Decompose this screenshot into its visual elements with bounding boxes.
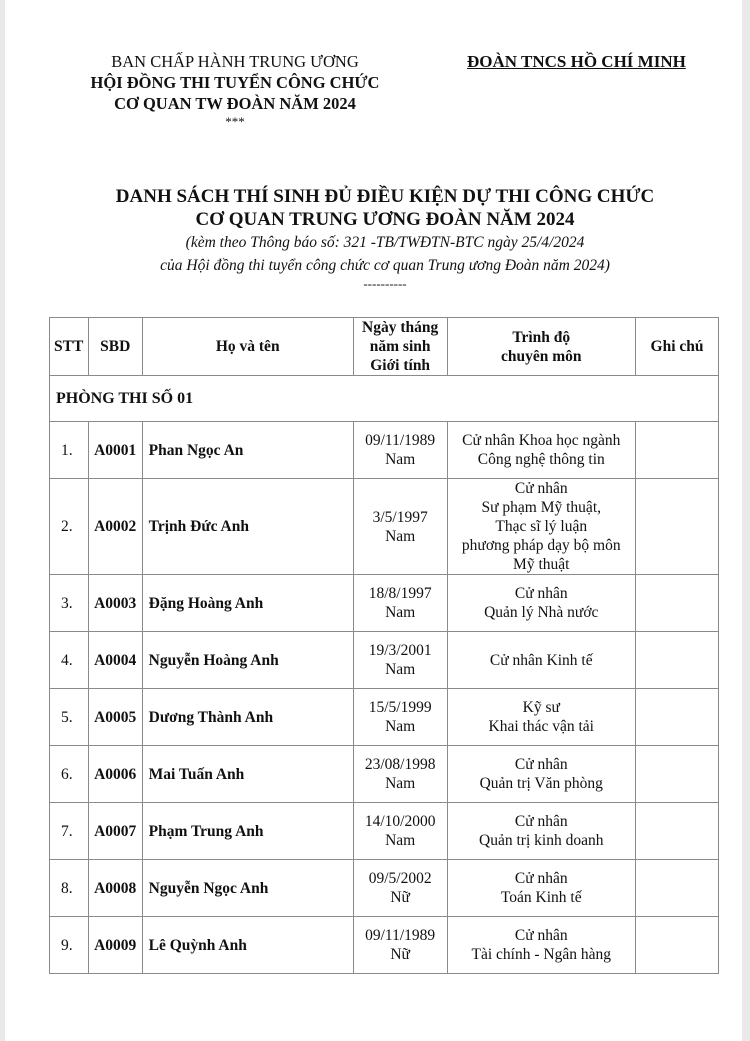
table-row — [50, 575, 719, 632]
row-sbd: A0001 — [88, 422, 142, 479]
table-row — [50, 860, 719, 917]
row-dob: 09/11/1989 — [365, 432, 436, 449]
exam-room-row — [50, 376, 719, 422]
row-degree-line: Cử nhân Khoa học ngành — [462, 432, 621, 449]
row-degree-line: Cử nhân — [514, 870, 568, 887]
row-degree-line: Khai thác vận tải — [488, 718, 594, 735]
row-gender: Nam — [385, 832, 416, 849]
row-name: Trịnh Đức Anh — [142, 479, 353, 575]
row-note — [636, 632, 719, 689]
row-note — [636, 689, 719, 746]
exam-room-label: PHÒNG THI SỐ 01 — [50, 376, 719, 422]
row-dob: 09/5/2002 — [368, 870, 432, 887]
subtitle-line-2: của Hội đồng thi tuyển công chức cơ quan Trung ương Đoàn năm 2024) — [160, 257, 610, 274]
header-dob-gender — [353, 318, 447, 376]
row-degree-line: Thạc sĩ lý luận — [495, 518, 588, 535]
header-stt: STT — [50, 318, 89, 376]
row-name: Phạm Trung Anh — [142, 803, 353, 860]
row-dob: 14/10/2000 — [364, 813, 436, 830]
candidate-table — [49, 317, 719, 974]
row-name: Dương Thành Anh — [142, 689, 353, 746]
row-stt: 5. — [50, 689, 89, 746]
row-name: Nguyễn Hoàng Anh — [142, 632, 353, 689]
separator-stars: *** — [225, 114, 245, 129]
row-dob: 23/08/1998 — [364, 756, 436, 773]
row-name: Mai Tuấn Anh — [142, 746, 353, 803]
header-degree-line: chuyên môn — [500, 347, 582, 365]
table-row — [50, 803, 719, 860]
row-note — [636, 422, 719, 479]
row-degree-line: Quản lý Nhà nước — [484, 604, 599, 621]
header-degree — [447, 318, 636, 376]
header-dob-line: năm sinh — [369, 338, 431, 355]
row-stt: 7. — [50, 803, 89, 860]
row-dob-gender — [353, 917, 447, 974]
issuer-line-2: HỘI ĐỒNG THI TUYỂN CÔNG CHỨC — [90, 73, 380, 92]
row-degree — [447, 860, 636, 917]
row-dob-gender — [353, 860, 447, 917]
row-stt: 4. — [50, 632, 89, 689]
row-degree-line: Cử nhân — [514, 813, 568, 830]
row-dob-gender — [353, 746, 447, 803]
row-degree-line: Quản trị Văn phòng — [479, 775, 603, 792]
row-stt: 2. — [50, 479, 89, 575]
table-header-row — [50, 318, 719, 376]
row-stt: 9. — [50, 917, 89, 974]
row-degree — [447, 479, 636, 575]
row-note — [636, 746, 719, 803]
row-degree — [447, 803, 636, 860]
issuer-line-1: BAN CHẤP HÀNH TRUNG ƯƠNG — [111, 52, 359, 71]
row-degree-line: Sư phạm Mỹ thuật, — [481, 499, 601, 516]
row-sbd: A0007 — [88, 803, 142, 860]
table-row — [50, 746, 719, 803]
row-dob-gender — [353, 575, 447, 632]
row-note — [636, 860, 719, 917]
row-degree — [447, 917, 636, 974]
row-name: Nguyễn Ngọc Anh — [142, 860, 353, 917]
row-dob: 3/5/1997 — [372, 508, 428, 526]
row-gender: Nam — [385, 604, 416, 621]
row-stt: 1. — [50, 422, 89, 479]
row-degree — [447, 746, 636, 803]
row-dob-gender — [353, 803, 447, 860]
header-degree-line: Trình độ — [512, 328, 571, 346]
row-sbd: A0006 — [88, 746, 142, 803]
title-line-2: CƠ QUAN TRUNG ƯƠNG ĐOÀN NĂM 2024 — [195, 209, 575, 230]
row-stt: 6. — [50, 746, 89, 803]
row-gender: Nữ — [390, 946, 410, 963]
issuer-header — [65, 51, 405, 130]
row-degree — [447, 689, 636, 746]
row-degree — [447, 632, 636, 689]
row-degree-line: Tài chính - Ngân hàng — [471, 946, 611, 963]
row-gender: Nữ — [390, 889, 410, 906]
row-degree-line: Cử nhân — [514, 756, 568, 773]
header-note: Ghi chú — [636, 318, 719, 376]
row-stt: 8. — [50, 860, 89, 917]
row-dob-gender — [353, 479, 447, 575]
header-dob-line: Ngày tháng — [362, 319, 439, 336]
row-sbd: A0004 — [88, 632, 142, 689]
row-stt: 3. — [50, 575, 89, 632]
row-note — [636, 803, 719, 860]
row-sbd: A0002 — [88, 479, 142, 575]
row-gender: Nam — [385, 718, 416, 735]
table-row — [50, 479, 719, 575]
row-dob: 15/5/1999 — [368, 699, 432, 716]
row-degree — [447, 422, 636, 479]
header-sbd: SBD — [88, 318, 142, 376]
row-degree-line: Cử nhân — [514, 927, 568, 944]
row-dob: 09/11/1989 — [365, 927, 436, 944]
row-name: Đặng Hoàng Anh — [142, 575, 353, 632]
table-row — [50, 689, 719, 746]
row-degree-line: phương pháp dạy bộ môn — [461, 537, 621, 554]
row-gender: Nam — [385, 527, 416, 545]
row-name: Lê Quỳnh Anh — [142, 917, 353, 974]
row-dob-gender — [353, 422, 447, 479]
row-degree-line: Toán Kinh tế — [500, 889, 582, 906]
row-dob: 18/8/1997 — [368, 585, 432, 602]
row-sbd: A0009 — [88, 917, 142, 974]
row-note — [636, 917, 719, 974]
table-row — [50, 917, 719, 974]
row-sbd: A0005 — [88, 689, 142, 746]
row-note — [636, 479, 719, 575]
title-line-1: DANH SÁCH THÍ SINH ĐỦ ĐIỀU KIỆN DỰ THI CÔNG CHỨC — [115, 186, 655, 207]
issuer-line-3: CƠ QUAN TW ĐOÀN NĂM 2024 — [114, 94, 356, 113]
row-degree-line: Cử nhân — [514, 585, 568, 602]
row-gender: Nam — [385, 775, 416, 792]
organization-header: ĐOÀN TNCS HỒ CHÍ MINH — [467, 52, 686, 71]
row-degree-line: Công nghệ thông tin — [477, 451, 605, 468]
table-row — [50, 422, 719, 479]
row-degree-line: Mỹ thuật — [513, 556, 570, 573]
row-dob-gender — [353, 632, 447, 689]
header-name: Họ và tên — [142, 318, 353, 376]
subtitle-line-1: (kèm theo Thông báo số: 321 -TB/TWĐTN-BTC ngày 25/4/2024 — [185, 234, 585, 251]
document-page — [5, 0, 742, 1041]
row-dob-gender — [353, 689, 447, 746]
header-dob-line: Giới tính — [370, 357, 431, 374]
separator-dashes: ---------- — [363, 276, 407, 291]
row-sbd: A0003 — [88, 575, 142, 632]
row-degree-line: Cử nhân — [514, 480, 568, 497]
row-note — [636, 575, 719, 632]
row-degree-line: Kỹ sư — [522, 699, 560, 716]
row-name: Phan Ngọc An — [142, 422, 353, 479]
row-degree-line: Cử nhân Kinh tế — [489, 651, 593, 669]
row-gender: Nam — [385, 661, 416, 678]
row-dob: 19/3/2001 — [368, 642, 432, 659]
row-degree — [447, 575, 636, 632]
table-row — [50, 632, 719, 689]
row-gender: Nam — [385, 451, 416, 468]
row-degree-line: Quản trị kinh doanh — [479, 832, 604, 849]
title-block — [65, 185, 705, 291]
row-sbd: A0008 — [88, 860, 142, 917]
